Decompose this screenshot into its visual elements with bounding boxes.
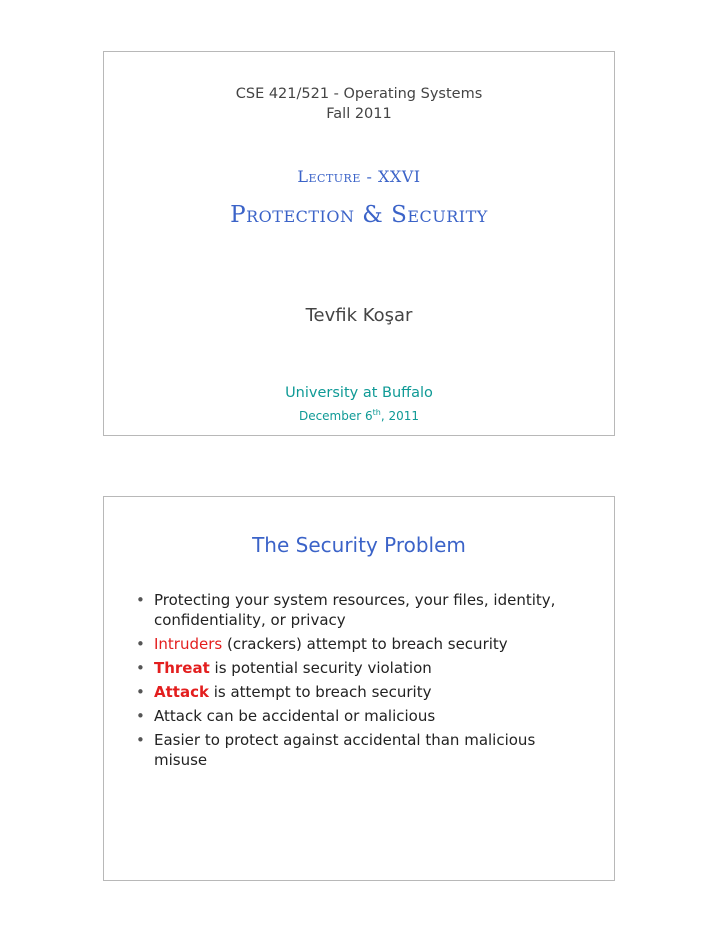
course-name: CSE 421/521 - Operating Systems <box>235 86 483 102</box>
date-ordinal: th <box>372 408 381 417</box>
lecture-date <box>104 408 614 423</box>
bullet-text: Attack can be accidental or malicious <box>154 707 436 725</box>
course-term: Fall 2011 <box>326 106 392 122</box>
list-item <box>134 730 584 770</box>
title-slide <box>103 51 615 436</box>
bullet-icon: • <box>136 635 145 653</box>
bullet-icon: • <box>136 659 145 677</box>
bullet-icon: • <box>136 707 145 725</box>
lecture-title: Protection & Security <box>230 202 488 228</box>
term-attack: Attack <box>154 683 209 701</box>
course-info <box>104 84 614 124</box>
bullet-text: is attempt to breach security <box>208 683 432 701</box>
bullet-list <box>134 590 584 774</box>
content-slide <box>103 496 615 881</box>
term-intruders: Intruders <box>154 635 223 653</box>
list-item <box>134 590 584 630</box>
bullet-text: Protecting your system resources, your files, identity, confidentiality, or privacy <box>154 591 556 629</box>
bullet-text: is potential security violation <box>209 659 432 677</box>
bullet-text: (crackers) attempt to breach security <box>222 635 508 653</box>
term-threat: Threat <box>154 659 210 677</box>
list-item <box>134 682 584 702</box>
bullet-text: Easier to protect against accidental than malicious misuse <box>154 731 536 769</box>
list-item <box>134 634 584 654</box>
author-name: Tevfik Koşar <box>305 305 413 326</box>
bullet-icon: • <box>136 731 145 749</box>
list-item <box>134 706 584 726</box>
list-item <box>134 658 584 678</box>
bullet-icon: • <box>136 683 145 701</box>
date-suffix: , 2011 <box>380 409 420 423</box>
bullet-icon: • <box>136 591 145 609</box>
slide-title: The Security Problem <box>252 533 466 557</box>
lecture-number: Lecture - XXVI <box>297 167 421 186</box>
date-prefix: December 6 <box>298 409 373 423</box>
university-name: University at Buffalo <box>285 385 433 401</box>
